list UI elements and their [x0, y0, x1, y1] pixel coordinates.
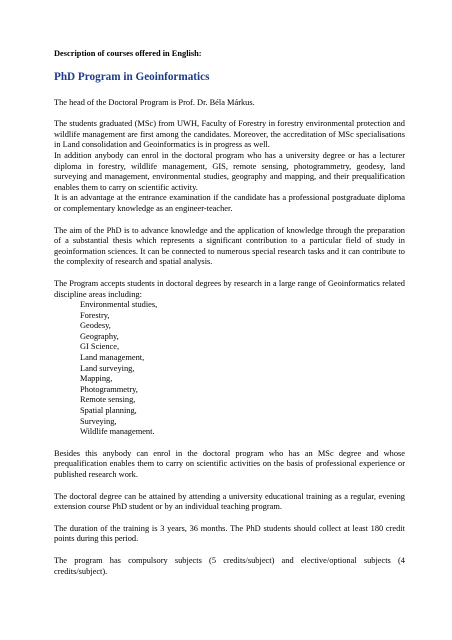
paragraph-candidates: The students graduated (MSc) from UWH, Faculty of Forestry in forestry environmental protection and wildlife management are first among the candidates. Moreover, the accreditation of MSc specialisations in Land consolidation and Geoinformatics is in progress as well. — [54, 119, 405, 150]
list-item: Wildlife management. — [80, 427, 155, 437]
program-head-paragraph: The head of the Doctoral Program is Prof. Dr. Béla Márkus. — [54, 97, 255, 107]
document-body — [54, 49, 405, 588]
lead-heading: Description of courses offered in English: — [54, 49, 202, 58]
list-item: Spatial planning, — [80, 406, 137, 416]
list-item: Forestry, — [80, 310, 110, 320]
list-item: Mapping, — [80, 374, 113, 384]
paragraph-enrolment: In addition anybody can enrol in the doctoral program who has a university degree or has a lecturer diploma in forestry, wildlife management, GIS, remote sensing, photogrammetry, geodesy, land surveying and management, environmental studies, geography and mapping, and their prequalification enables them to carry on scientific activity. — [54, 150, 405, 192]
list-item: Photogrammetry, — [80, 384, 138, 394]
discipline-areas-list — [54, 300, 405, 438]
paragraph-areas-intro: The Program accepts students in doctoral degrees by research in a large range of Geoinformatics related discipline areas including: — [54, 278, 405, 299]
list-item: Land management, — [80, 353, 145, 363]
paragraph-degree: The doctoral degree can be attained by attending a university educational training as a regular, evening extension course PhD student or by an individual teaching program. — [54, 491, 405, 512]
list-item: Geodesy, — [80, 321, 111, 331]
paragraph-duration: The duration of the training is 3 years, 36 months. The PhD students should collect at least 180 credit points during this period. — [54, 523, 405, 544]
list-item: GI Science, — [80, 342, 120, 352]
list-item: Land surveying, — [80, 363, 135, 373]
list-item: Surveying, — [80, 416, 117, 426]
page-title: PhD Program in Geoinformatics — [54, 70, 210, 83]
paragraph-aim: The aim of the PhD is to advance knowledge and the application of knowledge through the preparation of a substantial thesis which represents a significant contribution to a particular field of study in geoinformation sciences. It can be connected to numerous special research tasks and it can contribute to the complexity of research and spatial analysis. — [54, 225, 405, 267]
paragraph-advantage: It is an advantage at the entrance examination if the candidate has a professional postgraduate diploma or complementary knowledge as an engineer-teacher. — [54, 193, 405, 213]
paragraph-besides: Besides this anybody can enrol in the doctoral program who has an MSc degree and whose prequalification enables them to carry on scientific activities on the basis of professional experience or published research work. — [54, 448, 405, 479]
list-item: Remote sensing, — [80, 395, 136, 405]
list-item: Geography, — [80, 331, 119, 341]
paragraph-subjects: The program has compulsory subjects (5 credits/subject) and elective/optional subjects (4 credits/subject). — [54, 555, 405, 576]
list-item: Environmental studies, — [80, 300, 158, 310]
